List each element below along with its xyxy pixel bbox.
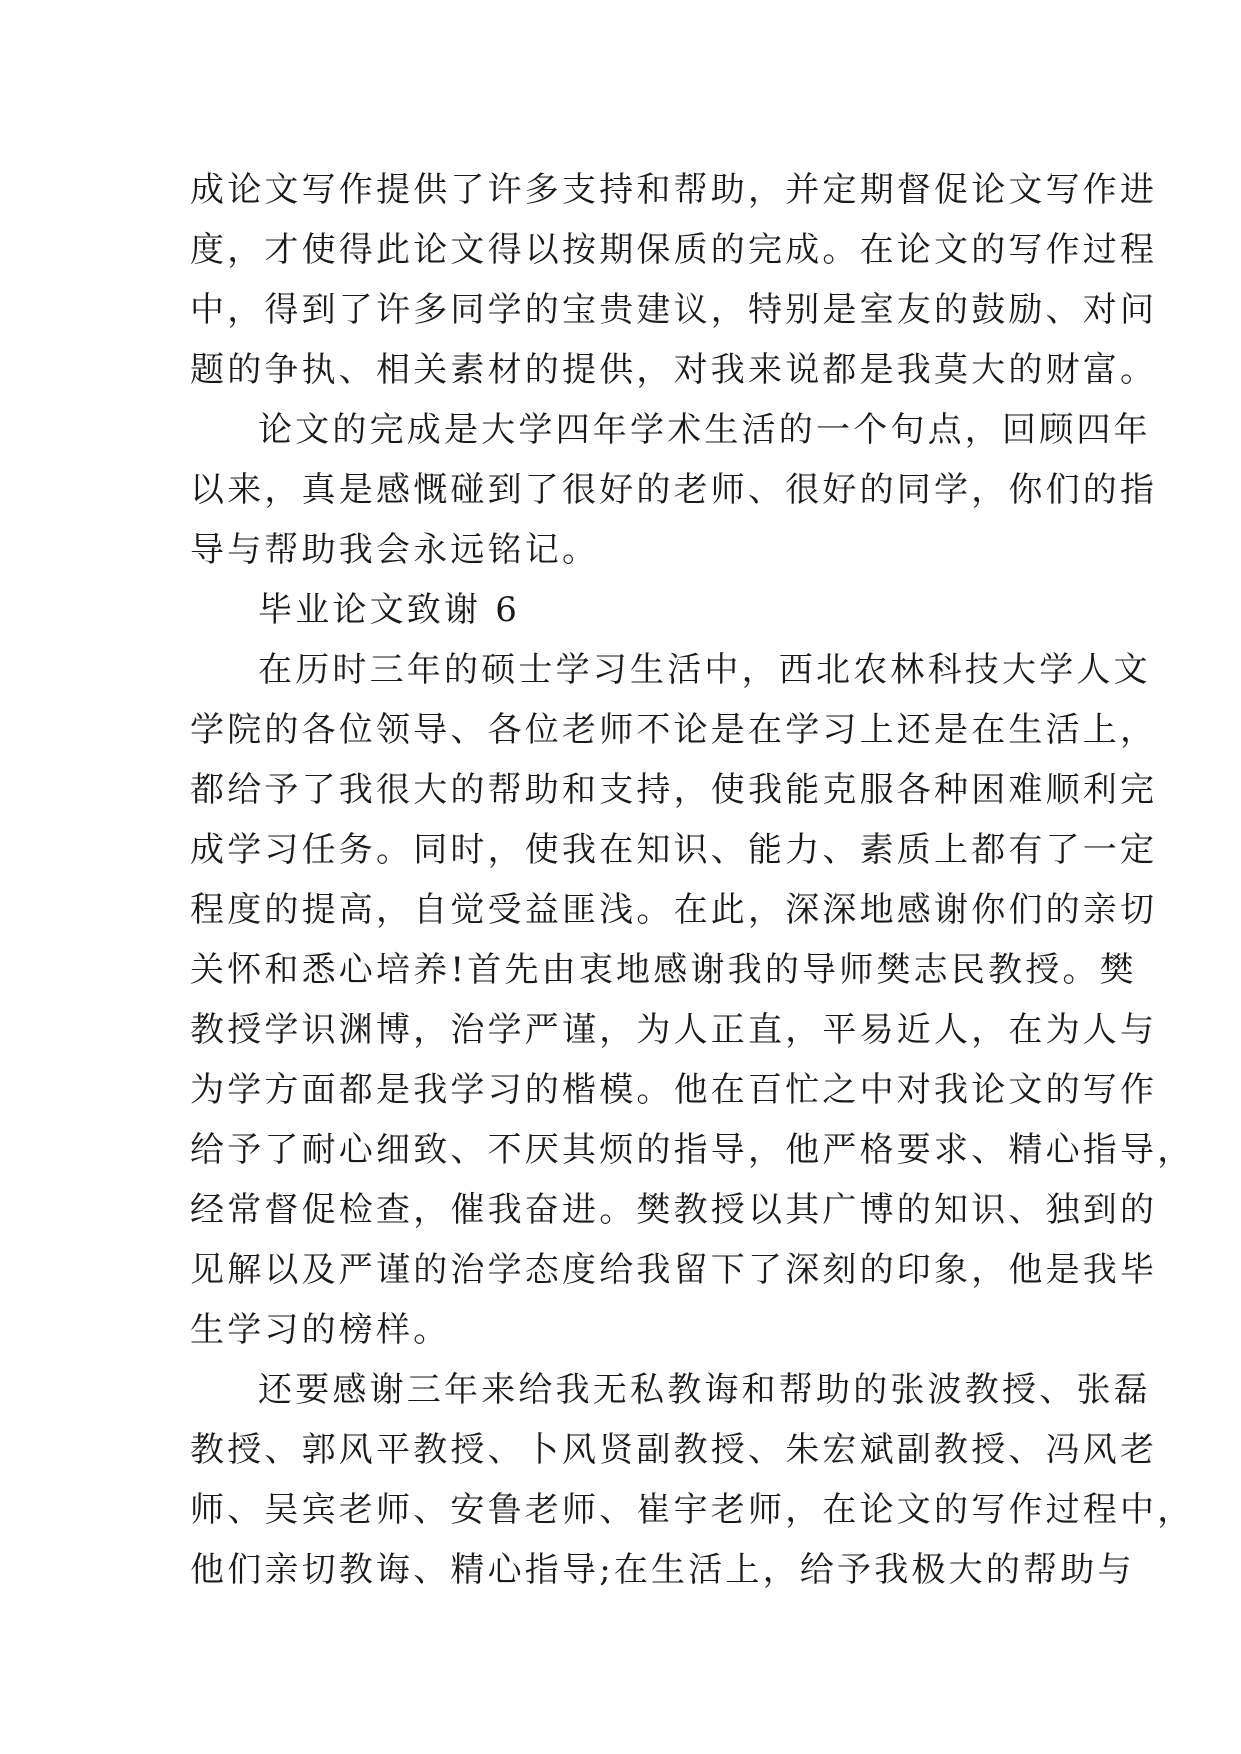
text-line: 关怀和悉心培养!首先由衷地感谢我的导师樊志民教授。樊 — [190, 950, 1137, 990]
text-line: 教授学识渊博，治学严谨，为人正直，平易近人，在为人与 — [190, 1010, 1158, 1050]
text-line: 师、吴宾老师、安鲁老师、崔宇老师，在论文的写作过程中， — [190, 1490, 1195, 1530]
text-line: 教授、郭风平教授、卜风贤副教授、朱宏斌副教授、冯风老 — [190, 1430, 1158, 1470]
text-line: 经常督促检查，催我奋进。樊教授以其广博的知识、独到的 — [190, 1190, 1158, 1230]
section-heading: 毕业论文致谢 6 — [258, 590, 521, 630]
text-line: 见解以及严谨的治学态度给我留下了深刻的印象，他是我毕 — [190, 1250, 1158, 1290]
text-line: 为学方面都是我学习的楷模。他在百忙之中对我论文的写作 — [190, 1070, 1158, 1110]
document-page — [190, 160, 1195, 1600]
paragraph-first-line: 在历时三年的硕士学习生活中，西北农林科技大学人文 — [258, 650, 1151, 690]
text-line: 给予了耐心细致、不厌其烦的指导，他严格要求、精心指导， — [190, 1130, 1195, 1170]
text-line: 学院的各位领导、各位老师不论是在学习上还是在生活上， — [190, 710, 1158, 750]
text-line: 中，得到了许多同学的宝贵建议，特别是室友的鼓励、对问 — [190, 290, 1158, 330]
paragraph-first-line: 论文的完成是大学四年学术生活的一个句点，回顾四年 — [258, 410, 1151, 450]
text-line: 度，才使得此论文得以按期保质的完成。在论文的写作过程 — [190, 230, 1158, 270]
text-line: 程度的提高，自觉受益匪浅。在此，深深地感谢你们的亲切 — [190, 890, 1158, 930]
text-line: 都给予了我很大的帮助和支持，使我能克服各种困难顺利完 — [190, 770, 1158, 810]
text-line: 成论文写作提供了许多支持和帮助，并定期督促论文写作进 — [190, 170, 1158, 210]
paragraph-first-line: 还要感谢三年来给我无私教诲和帮助的张波教授、张磊 — [258, 1370, 1151, 1410]
text-line: 题的争执、相关素材的提供，对我来说都是我莫大的财富。 — [190, 350, 1158, 390]
text-line: 以来，真是感慨碰到了很好的老师、很好的同学，你们的指 — [190, 470, 1158, 510]
text-line: 生学习的榜样。 — [190, 1310, 451, 1350]
text-line: 导与帮助我会永远铭记。 — [190, 530, 600, 570]
text-line: 成学习任务。同时，使我在知识、能力、素质上都有了一定 — [190, 830, 1158, 870]
text-line: 他们亲切教诲、精心指导;在生活上，给予我极大的帮助与 — [190, 1550, 1135, 1590]
